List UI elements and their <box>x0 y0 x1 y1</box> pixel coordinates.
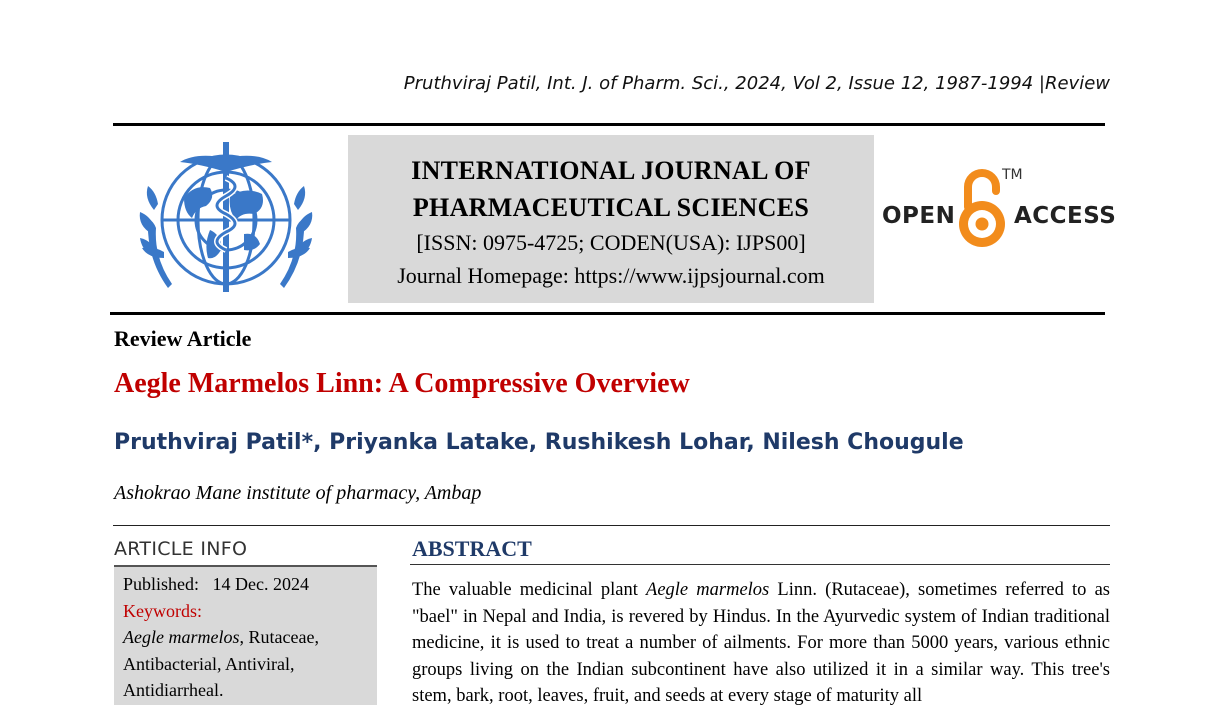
article-title: Aegle Marmelos Linn: A Compressive Overview <box>114 368 690 399</box>
abstract-text-start: The valuable medicinal plant <box>412 580 647 600</box>
published-line <box>123 571 377 598</box>
abstract-text-rest: Linn. (Rutaceae), sometimes referred to as "bael" in Nepal and India, is revered by Hindus. In the Ayurvedic system of Indian traditional medicine, it is used to treat a number of ailments. For more than 5000 years, various ethnic groups living on the Indian subcontinent have also utilized it in a similar way. This tree's stem, bark, root, leaves, fruit, and seeds at every stage of maturity all <box>412 580 1110 706</box>
published-date: 14 Dec. 2024 <box>212 574 309 594</box>
journal-emblem-logo <box>126 138 326 306</box>
abstract-body <box>412 577 1110 710</box>
journal-issn: [ISSN: 0975-4725; CODEN(USA): IJPS00] <box>416 230 806 255</box>
open-access-logo <box>880 165 1117 255</box>
journal-homepage: Journal Homepage: https://www.ijpsjournal.com <box>397 263 825 288</box>
section-divider <box>113 525 1110 526</box>
open-access-open-text: OPEN <box>882 203 956 229</box>
journal-banner <box>348 135 874 303</box>
article-info-heading: ARTICLE INFO <box>114 538 248 560</box>
abstract-heading: ABSTRACT <box>412 536 532 561</box>
open-access-trademark: TM <box>1002 167 1023 183</box>
keywords-list <box>123 624 377 704</box>
article-authors: Pruthviraj Patil*, Priyanka Latake, Rushikesh Lohar, Nilesh Chougule <box>114 430 964 455</box>
journal-title-line-2: PHARMACEUTICAL SCIENCES <box>412 193 810 222</box>
keywords-rest: , Rutaceae, Antibacterial, Antiviral, Antidiarrheal. <box>123 627 319 700</box>
header-bottom-rule <box>110 312 1105 315</box>
keywords-label: Keywords: <box>123 600 202 621</box>
article-info-box <box>114 565 377 705</box>
open-access-access-text: ACCESS <box>1014 203 1117 229</box>
article-type-label: Review Article <box>114 326 252 351</box>
abstract-rule <box>410 564 1110 565</box>
abstract-species-name: Aegle marmelos <box>646 580 770 600</box>
top-rule <box>113 123 1105 126</box>
published-label: Published: <box>123 574 200 594</box>
journal-title-line-1: INTERNATIONAL JOURNAL OF <box>411 156 811 185</box>
author-affiliation: Ashokrao Mane institute of pharmacy, Ambap <box>114 482 482 504</box>
running-header-citation: Pruthviraj Patil, Int. J. of Pharm. Sci., 2024, Vol 2, Issue 12, 1987-1994 |Review <box>403 73 1110 94</box>
keyword-aegle-marmelos: Aegle marmelos <box>123 627 240 647</box>
